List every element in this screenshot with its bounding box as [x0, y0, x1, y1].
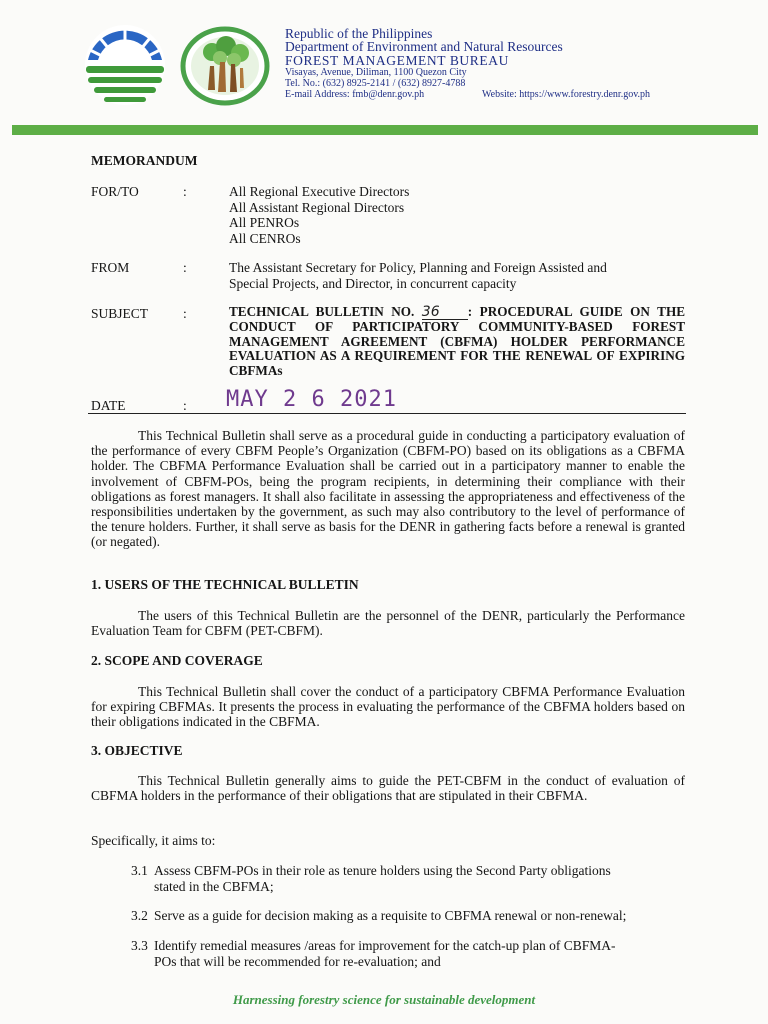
bulletin-number: 36	[422, 306, 468, 320]
recipient-line: All Assistant Regional Directors	[229, 199, 405, 215]
header-tel: Tel. No.: (632) 8925-2141 / (632) 8927-4788	[285, 78, 466, 89]
from-text	[229, 260, 607, 291]
for-recipients	[229, 184, 409, 246]
specifically-text: Specifically, it aims to:	[91, 833, 216, 848]
item-number: 3.2	[131, 908, 148, 923]
fmb-logo	[180, 26, 270, 106]
subject-title: : PROCEDURAL GUIDE ON THE CONDUCT OF PARTICIPATORY COMMUNITY-BASED FOREST MANAGEMENT AGREEMENT (CBFMA) HOLDER PERFORMANCE EVALUATION AS A REQUIREMENT FOR THE RENEWAL OF EXPIRING CBFMAs	[229, 304, 685, 378]
list-item	[131, 908, 687, 924]
section-2-paragraph: This Technical Bulletin shall cover the conduct of a participatory CBFMA Performance Evaluation for expiring CBFMAs. It presents the process in evaluating the performance of the CBFMA holders based on their obligations indicated in the CBFMA.	[91, 684, 685, 730]
subject-label: SUBJECT	[91, 306, 149, 321]
section-3-paragraph: This Technical Bulletin generally aims to guide the PET-CBFM in the conduct of evaluation of CBFMA holders in the performance of their obligations that are stipulated in their CBFMA.	[91, 773, 685, 804]
from-colon: :	[183, 260, 187, 275]
list-item	[131, 938, 687, 969]
from-line: Special Projects, and Director, in concurrent capacity	[229, 275, 517, 291]
date-colon: :	[183, 398, 187, 413]
date-stamp: MAY 2 6 2021	[226, 387, 397, 412]
item-text-cont: stated in the CBFMA;	[154, 878, 274, 894]
item-number: 3.1	[131, 863, 148, 878]
subject-prefix: TECHNICAL BULLETIN NO.	[229, 304, 415, 319]
item-text: Identify remedial measures /areas for improvement for the catch-up plan of CBFMA-	[154, 938, 616, 953]
item-text: Serve as a guide for decision making as a requisite to CBFMA renewal or non-renewal;	[154, 908, 627, 923]
recipient-line: All PENROs	[229, 215, 300, 230]
memo-title: MEMORANDUM	[91, 153, 198, 168]
header-republic: Republic of the Philippines	[285, 26, 433, 41]
list-item	[131, 863, 687, 894]
section-1-heading: 1. USERS OF THE TECHNICAL BULLETIN	[91, 577, 359, 592]
from-label: FROM	[91, 260, 130, 275]
for-label: FOR/TO	[91, 184, 139, 199]
header-bureau: FOREST MANAGEMENT BUREAU	[285, 53, 509, 68]
item-number: 3.3	[131, 938, 148, 953]
recipient-line: All CENROs	[229, 230, 301, 246]
subject-colon: :	[183, 306, 187, 321]
item-text-cont: POs that will be recommended for re-evaluation; and	[154, 953, 441, 969]
header-department: Department of Environment and Natural Resources	[285, 39, 563, 54]
date-label: DATE	[91, 398, 126, 413]
header-website: Website: https://www.forestry.denr.gov.ph	[482, 89, 651, 100]
section-1-paragraph: The users of this Technical Bulletin are the personnel of the DENR, particularly the Performance Evaluation Team for CBFM (PET-CBFM).	[91, 608, 685, 639]
denr-logo	[78, 22, 172, 108]
header-email: E-mail Address: fmb@denr.gov.ph	[285, 89, 425, 100]
section-2-heading: 2. SCOPE AND COVERAGE	[91, 653, 263, 668]
section-3-heading: 3. OBJECTIVE	[91, 743, 183, 758]
date-rule	[88, 413, 686, 414]
header-address: Visayas, Avenue, Diliman, 1100 Quezon City	[285, 67, 467, 78]
intro-paragraph: This Technical Bulletin shall serve as a procedural guide in conducting a participatory evaluation of the performance of every CBFM People’s Organization (CBFM-PO) based on its obligations as a CBFMA holder. The CBFMA Performance Evaluation shall be carried out in a participatory manner to enable the involvement of CBFM-POs, being the program recipients, in determining their compliance with their obligations as forest managers. It shall also facilitate in assessing the appropriateness and effectiveness of the responsibilities undertaken by the government, as such may also contributory to the level of performance of the tenure holders. Further, it shall serve as basis for the DENR in gathering facts before a renewal is granted (or negated).	[91, 428, 685, 550]
from-line: The Assistant Secretary for Policy, Planning and Foreign Assisted and	[229, 260, 607, 275]
header-divider	[12, 125, 758, 135]
subject-text	[229, 305, 685, 378]
for-colon: :	[183, 184, 187, 199]
item-text: Assess CBFM-POs in their role as tenure holders using the Second Party obligations	[154, 863, 611, 878]
footer-tagline: Harnessing forestry science for sustainable development	[232, 992, 536, 1007]
recipient-line: All Regional Executive Directors	[229, 184, 410, 199]
